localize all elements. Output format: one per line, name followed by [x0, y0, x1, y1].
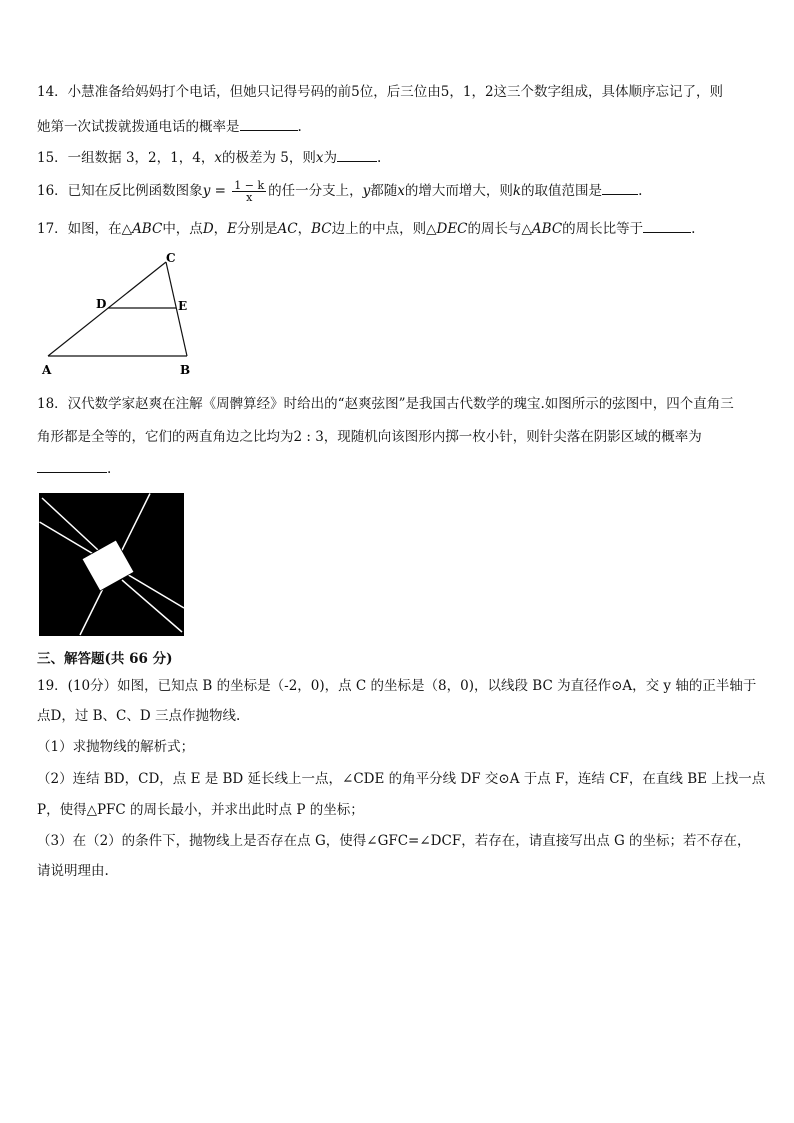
q17-text-b: 中，点: [162, 221, 203, 237]
q17-line: [37, 218, 695, 238]
q15-line: [37, 147, 381, 167]
q17-bc: BC: [311, 221, 332, 237]
section3-title: 三、解答题(共 66 分): [37, 651, 173, 667]
q16-text-a: 16．已知在反比例函数图象: [37, 183, 203, 199]
q19-part1: （1）求抛物线的解析式；: [37, 739, 195, 755]
q17-end: .: [691, 221, 696, 237]
label-c: C: [166, 251, 176, 265]
q19-part2-line2: P，使得△PFC 的周长最小，并求出此时点 P 的坐标；: [37, 802, 364, 818]
q16-text-d: 的增大而增大，则: [404, 183, 513, 199]
label-d: D: [96, 297, 107, 311]
q15-end: .: [376, 150, 382, 166]
q17-abc2: ABC: [531, 221, 563, 237]
q18-zhao-shuang-figure: [38, 492, 186, 638]
q16-answer-blank[interactable]: [602, 180, 638, 195]
q17-text-f: 边上的中点，则△: [331, 221, 437, 237]
q17-text-h: 的周长比等于: [562, 221, 644, 237]
q17-dec: DEC: [436, 221, 468, 237]
q19-part2-line1: （2）连结 BD，CD，点 E 是 BD 延长线上一点，∠CDE 的角平分线 DF 交⊙A 于点 F，连结 CF，在直线 BE 上找一点: [37, 771, 766, 787]
q19-part3-line1: （3）在（2）的条件下，抛物线上是否存在点 G，使得∠GFC=∠DCF，若存在，请直接写出点 G 的坐标；若不存在，: [37, 833, 751, 849]
q16-numerator: 1 − k: [234, 179, 265, 192]
q16-text-c: 都随: [370, 183, 398, 199]
q14-answer-blank[interactable]: [240, 116, 298, 131]
q15-answer-blank[interactable]: [337, 147, 377, 162]
q16-line: [37, 180, 642, 203]
q18-line3: [37, 458, 111, 478]
q15-text-c: 为: [323, 150, 337, 166]
label-b: B: [180, 363, 191, 377]
q17-ac: AC: [277, 221, 298, 237]
q17-text-c: 分别是: [237, 221, 278, 237]
q14-line1: 14．小慧准备给妈妈打个电话，但她只记得号码的前5位，后三位由5，1，2这三个数字组成，具体顺序忘记了，则: [37, 84, 724, 100]
label-e: E: [178, 299, 188, 313]
q18-end: .: [107, 461, 112, 477]
q17-abc: ABC: [132, 221, 163, 237]
q18-answer-blank[interactable]: [37, 458, 107, 473]
q16-text-e: 的取值范围是: [521, 183, 603, 199]
q14-end: .: [297, 119, 302, 135]
q16-fraction: [232, 180, 266, 203]
q16-var-y: y: [202, 183, 211, 199]
q19-line1: 19．(10分）如图，已知点 B 的坐标是（-2，0)，点 C 的坐标是（8，0)，以线段 BC 为直径作⊙A，交 y 轴的正半轴于: [37, 678, 757, 694]
q16-var-y2: y: [362, 183, 371, 199]
q15-text-a: 15．一组数据 3，2，1，4，: [37, 150, 215, 166]
q18-line1: 18．汉代数学家赵爽在注解《周髀算经》时给出的“赵爽弦图”是我国古代数学的瑰宝.如图所示的弦图中，四个直角三: [37, 396, 734, 412]
q15-var-x2: x: [315, 150, 324, 166]
q14-line2: [37, 116, 302, 136]
triangle-side-ac: [48, 262, 166, 356]
q16-var-x: x: [397, 183, 405, 199]
q17-triangle-figure: [38, 248, 198, 380]
label-a: A: [42, 363, 52, 377]
q17-answer-blank[interactable]: [643, 218, 691, 233]
q19-part3-line2: 请说明理由.: [37, 863, 109, 879]
q14-text: 她第一次试拨就拨通电话的概率是: [37, 119, 240, 135]
q17-d: D: [202, 221, 214, 237]
q16-var-k: k: [512, 183, 522, 199]
q17-text-g: 的周长与△: [467, 221, 532, 237]
q17-sep2: ，: [297, 221, 312, 237]
q16-end: .: [638, 183, 643, 199]
q15-var-x: x: [214, 150, 222, 166]
q16-eq: =: [210, 183, 231, 199]
q16-denominator: x: [246, 191, 253, 204]
q19-line2: 点D，过 B、C、D 三点作抛物线.: [37, 708, 241, 724]
q16-text-b: 的任一分支上，: [268, 183, 363, 199]
q17-sep1: ，: [213, 221, 228, 237]
q17-text-a: 17．如图，在△: [37, 221, 133, 237]
q15-text-b: 的极差为 5，则: [221, 150, 316, 166]
q17-e: E: [227, 221, 237, 237]
q18-line2: 角形都是全等的，它们的两直角边之比均为2 : 3，现随机向该图形内掷一枚小针，则针尖落在阴影区域的概率为: [37, 429, 702, 445]
